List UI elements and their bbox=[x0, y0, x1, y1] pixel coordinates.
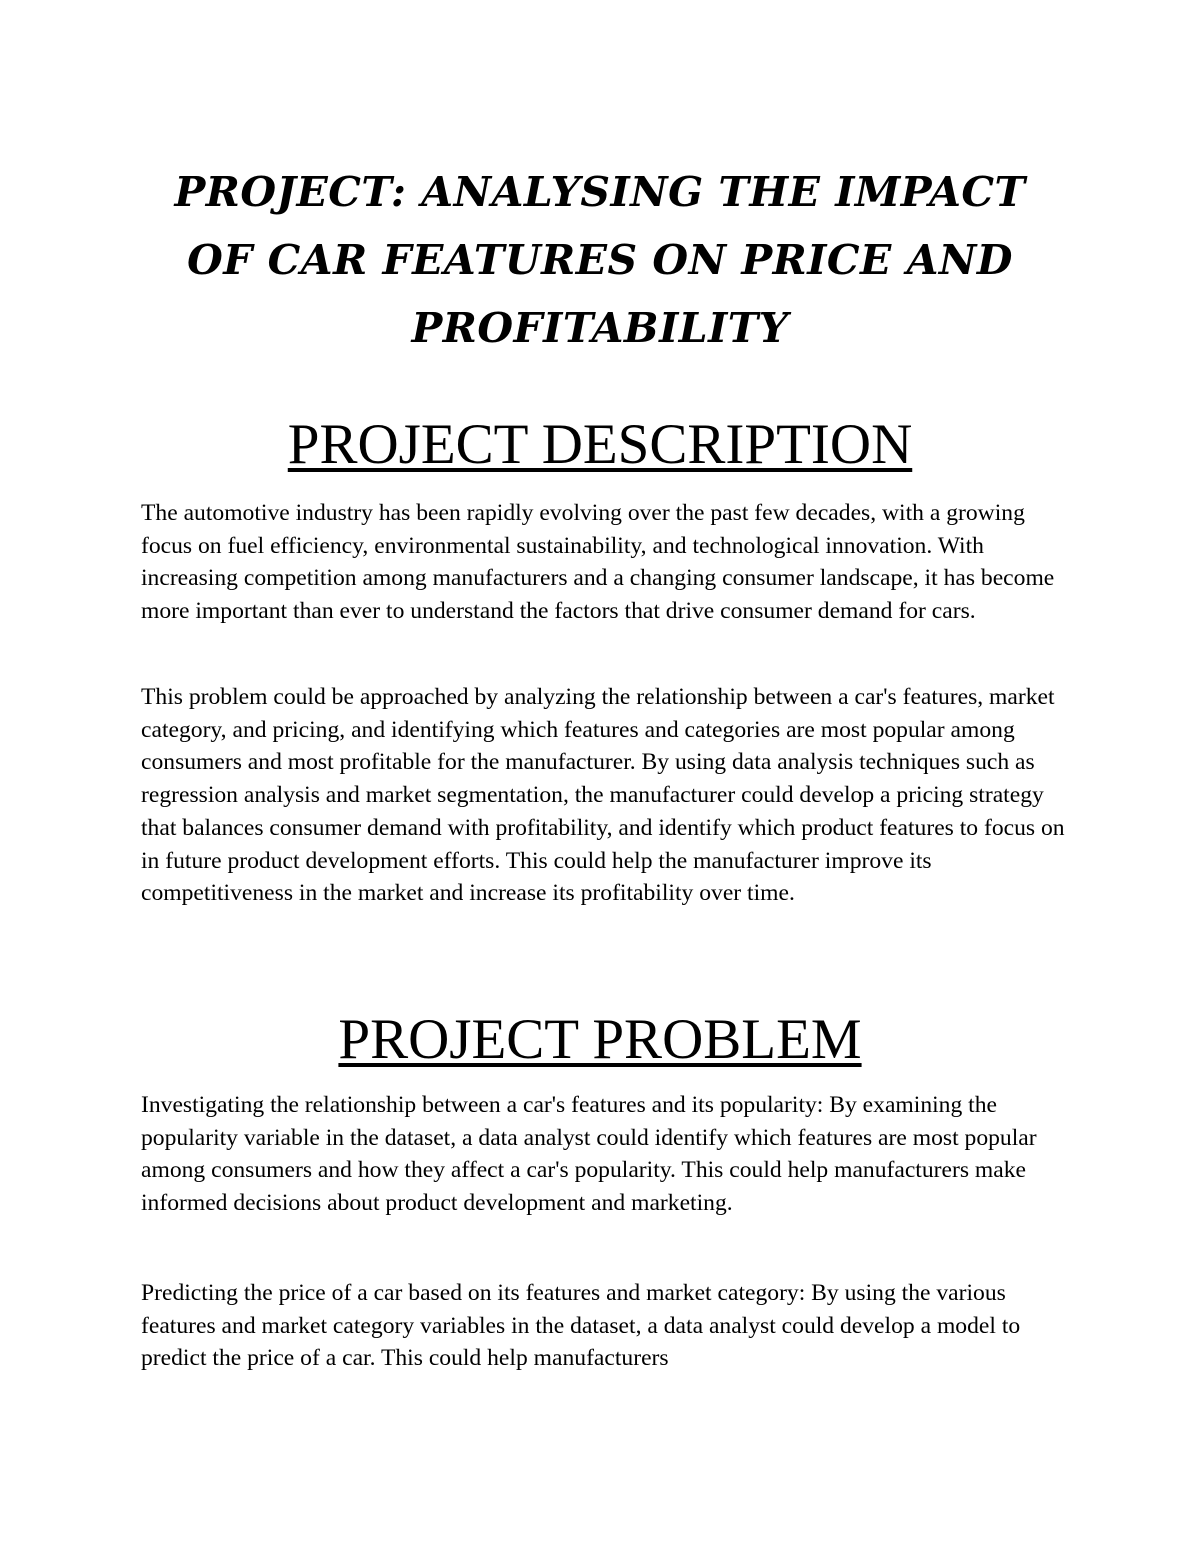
description-paragraph-1: The automotive industry has been rapidly evolving over the past few decades, with a growing focus on fuel efficiency, environmental sustainability, and technological innovation. With increasing competition among manufacturers and a changing consumer landscape, it has become more important than ever to understand the factors that drive consumer demand for cars. bbox=[141, 500, 1055, 625]
description-paragraph-2: This problem could be approached by analyzing the relationship between a car's features, market category, and pricing, and identifying which features and categories are most popular among consumers and most profitable for the manufacturer. By using data analysis techniques such as regression analysis and market segmentation, the manufacturer could develop a pricing strategy that balances consumer demand with profitability, and identify which product features to focus on in future product development efforts. This could help the manufacturer improve its competitiveness in the market and increase its profitability over time. bbox=[141, 684, 1065, 907]
section-heading-project-problem: PROJECT PROBLEM bbox=[338, 1008, 862, 1071]
document-title: PROJECT: ANALYSING THE IMPACT OF CAR FEATURES ON PRICE AND PROFITABILITY bbox=[174, 168, 1026, 352]
problem-paragraph-2: Predicting the price of a car based on its features and market category: By using the various features and market category variables in the dataset, a data analyst could develop a model to predict the price of a car. This could help manufacturers bbox=[141, 1280, 1021, 1372]
problem-paragraph-1: Investigating the relationship between a car's features and its popularity: By examining the popularity variable in the dataset, a data analyst could identify which features are most popular among consumers and how they affect a car's popularity. This could help manufacturers make informed decisions about product development and marketing. bbox=[141, 1092, 1037, 1217]
section-heading-project-description: PROJECT DESCRIPTION bbox=[287, 413, 913, 476]
